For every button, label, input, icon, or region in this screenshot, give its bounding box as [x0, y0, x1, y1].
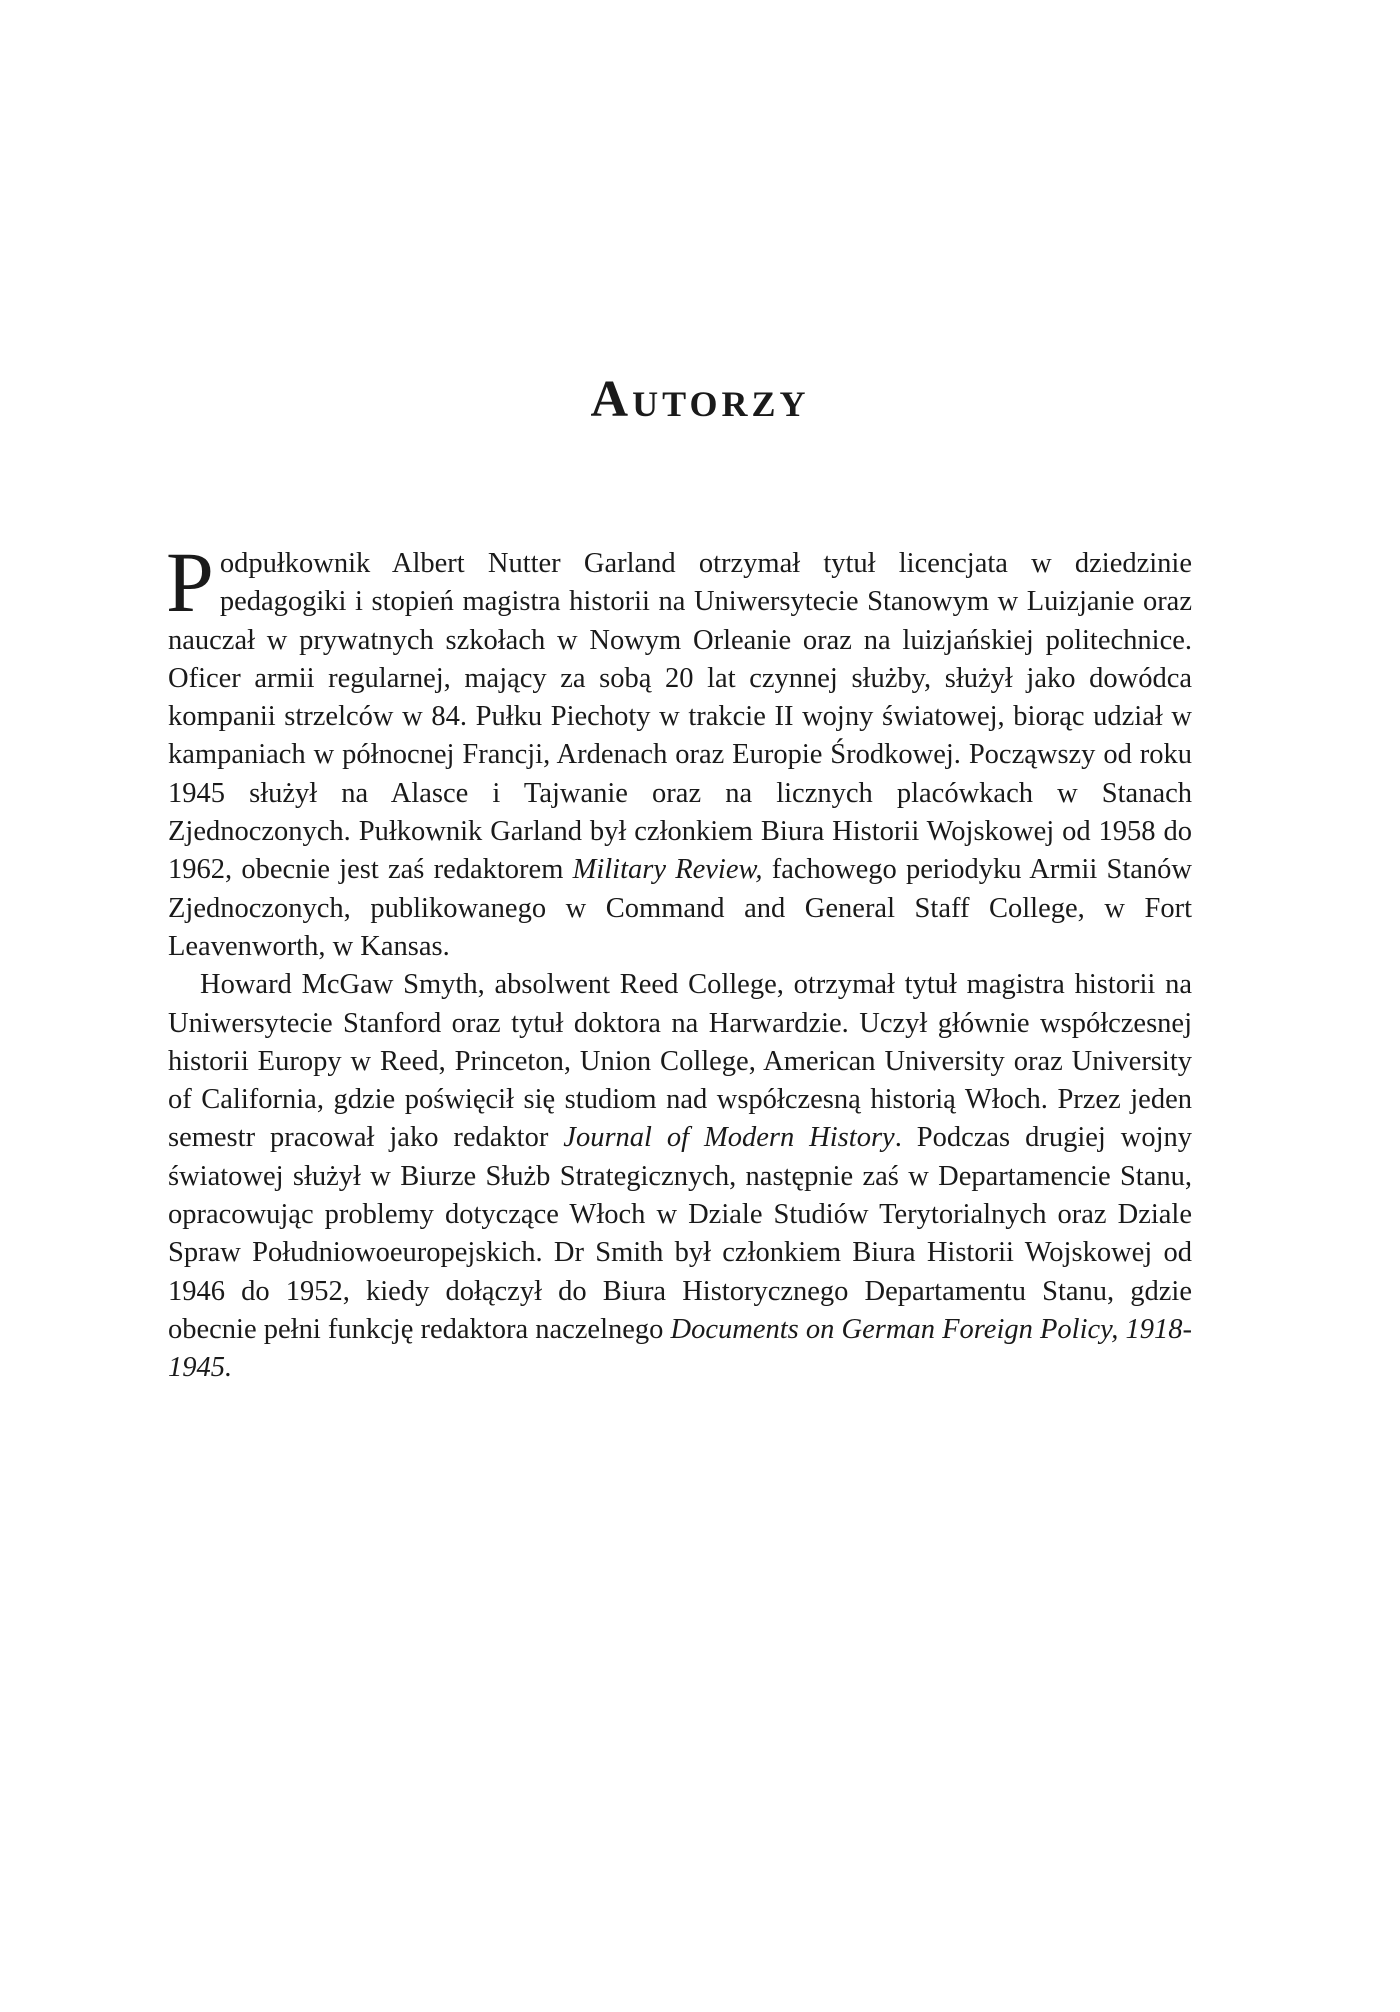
drop-cap: P [166, 534, 214, 630]
text-segment: . Podczas drugiej wojny światowej służył w Biurze Służb Strategicznych, następnie zaś w Departamencie Stanu, opracowując problemy dotyczące Włoch w Dziale Studiów Terytorialnych oraz Dziale Spraw Południowoeuropejskich. Dr Smith był członkiem Biura Historii Wojskowej od 1946 do 1952, kiedy dołączył do Biura Historycznego Departamentu Stanu, gdzie obecnie pełni funkcję redaktora naczelnego [168, 1122, 1193, 1345]
author-paragraph-smyth [168, 966, 1192, 1387]
author-paragraph-garland [166, 534, 1192, 966]
text-segment: Howard McGaw Smyth, absolwent Reed College, otrzymał tytuł magistra historii na Uniwersytecie Stanford oraz tytuł doktora na Harwardzie. Uczył głównie współczesnej historii Europy w Reed, Princeton, Union College, American University oraz University of California, gdzie poświęcił się studiom nad współczesną historią Włoch. Przez jeden semestr pracował jako redaktor [168, 969, 1192, 1154]
page-title: Autorzy [590, 371, 810, 428]
italic-title-journal-of-modern-history: Journal of Modern History [563, 1122, 895, 1154]
italic-title-military-review: Military Review, [572, 854, 763, 886]
text-segment: fachowego periodyku Armii Stanów Zjednoczonych, publikowanego w Command and General Staff College, w Fort Leavenworth, w Kansas. [168, 854, 1192, 962]
text-segment: odpułkownik Albert Nutter Garland otrzymał tytuł licencjata w dziedzinie pedagogiki i stopień magistra historii na Uniwersytecie Stanowym w Luizjanie oraz nauczał w prywatnych szkołach w Nowym Orleanie oraz na luizjańskiej politechnice. Oficer armii regularnej, mający za sobą 20 lat czynnej służby, służył jako dowódca kompanii strzelców w 84. Pułku Piechoty w trakcie II wojny światowej, biorąc udział w kampaniach w północnej Francji, Ardenach oraz Europie Środkowej. Począwszy od roku 1945 służył na Alasce i Tajwanie oraz na licznych placówkach w Stanach Zjednoczonych. Pułkownik Garland był członkiem Biura Historii Wojskowej od 1958 do 1962, obecnie jest zaś redaktorem [168, 548, 1192, 886]
italic-title-documents-on-german-foreign-policy: Documents on German Foreign Policy, 1918-1945. [168, 1313, 1192, 1384]
authors-text [166, 534, 1193, 1388]
